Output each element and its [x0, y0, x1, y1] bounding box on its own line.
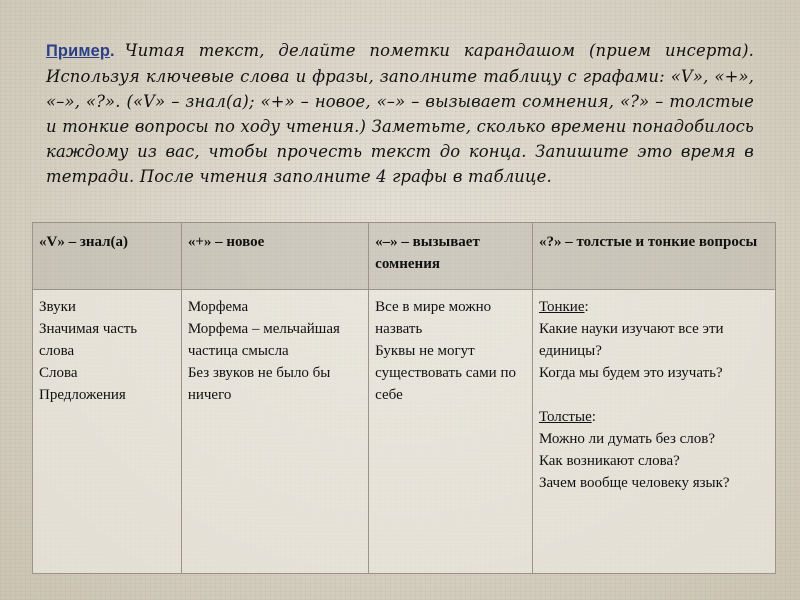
header-new: «+» – новое: [181, 223, 368, 290]
thick-colon: :: [591, 409, 596, 425]
thick-question: Зачем вообще человеку язык?: [538, 475, 730, 491]
cell-knew-line: Значимая часть слова: [39, 321, 138, 359]
cell-questions: [532, 290, 775, 574]
thin-colon: :: [584, 299, 589, 315]
intro-paragraph: [46, 38, 754, 189]
cell-new-line: Без звуков не было бы ничего: [187, 365, 331, 403]
thick-label: Толстые: [538, 409, 592, 425]
spacer: [539, 384, 769, 406]
header-knew: «V» – знал(а): [33, 223, 182, 290]
cell-knew-line: Звуки: [39, 299, 76, 315]
header-questions: «?» – толстые и тонкие вопросы: [532, 223, 775, 290]
cell-new-line: Морфема: [187, 299, 249, 315]
cell-knew-line: Предложения: [39, 387, 126, 403]
cell-new: [181, 290, 368, 574]
header-row: [33, 223, 776, 290]
content-row: [33, 290, 776, 574]
cell-knew: [33, 290, 182, 574]
thin-questions-heading: [539, 296, 769, 318]
thin-label: Тонкие: [538, 299, 585, 315]
cell-doubt-line: Все в мире можно назвать: [375, 299, 492, 337]
lead-label: Пример: [46, 42, 111, 60]
insert-table: [32, 222, 776, 574]
thick-question: Как возникают слова?: [538, 453, 680, 469]
cell-doubt-line: Буквы не могут существовать сами по себе: [375, 343, 516, 403]
thin-question: Когда мы будем это изучать?: [538, 365, 723, 381]
intro-text: Читая текст, делайте пометки карандашом (прием инсерта). Используя ключевые слова и фразы, заполните таблицу с графами: «V», «+», «–», «?». («V» – знал(а); «+» – новое, «–» – вызывает сомнения, «?» – толстые и тонкие вопросы по ходу чтения.) Заметьте, сколько времени понадобилось каждому из вас, чтобы прочесть текст до конца. Запишите это время в тетради. После чтения заполните 4 графы в таблице.: [46, 41, 754, 186]
thick-question: Можно ли думать без слов?: [538, 431, 716, 447]
cell-new-line: Морфема – мельчайшая частица смысла: [187, 321, 340, 359]
cell-knew-line: Слова: [39, 365, 78, 381]
cell-doubt: [369, 290, 533, 574]
thin-question: Какие науки изучают все эти единицы?: [538, 321, 724, 359]
header-doubt: «–» – вызывает сомнения: [369, 223, 533, 290]
lead-dot: .: [110, 42, 115, 60]
thick-questions-heading: [539, 406, 769, 428]
